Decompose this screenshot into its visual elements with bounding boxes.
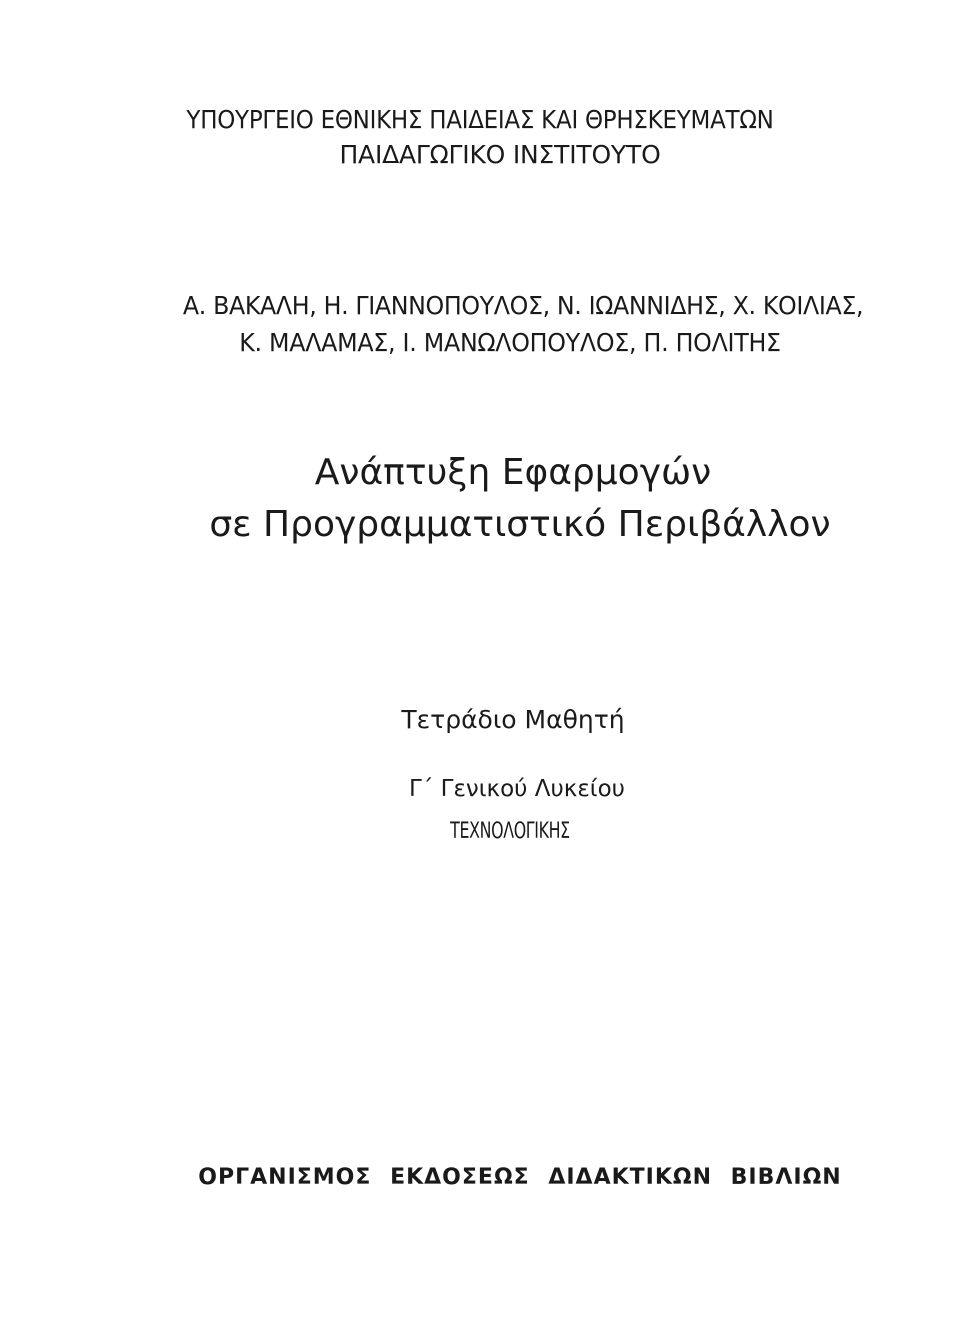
grade-label: Γ΄ Γενικού Λυκείου bbox=[409, 776, 625, 802]
ministry-heading: ΥΠΟΥΡΓΕΙΟ ΕΘΝΙΚΗΣ ΠΑΙΔΕΙΑΣ ΚΑΙ ΘΡΗΣΚΕΥΜΑΤΩΝ bbox=[186, 105, 774, 134]
institute-heading: ΠΑΙΔΑΓΩΓΙΚΟ ΙΝΣΤΙΤΟΥΤΟ bbox=[339, 140, 661, 169]
book-title-line-1: Ανάπτυξη Εφαρμογών bbox=[314, 452, 712, 493]
book-title-line-2: σε Προγραμματιστικό Περιβάλλον bbox=[209, 504, 831, 545]
notebook-subtitle: Τετράδιο Μαθητή bbox=[401, 705, 625, 734]
authors-line-1: Α. ΒΑΚΑΛΗ, Η. ΓΙΑΝΝΟΠΟΥΛΟΣ, Ν. ΙΩΑΝΝΙΔΗΣ, Χ. ΚΟΙΛΙΑΣ, bbox=[182, 291, 864, 320]
track-label: ΤΕΧΝΟΛΟΓΙΚΗΣ bbox=[450, 819, 570, 844]
authors-line-2: Κ. ΜΑΛΑΜΑΣ, Ι. ΜΑΝΩΛΟΠΟΥΛΟΣ, Π. ΠΟΛΙΤΗΣ bbox=[239, 328, 781, 357]
publisher-name: ΟΡΓΑΝΙΣΜΟΣ ΕΚΔΟΣΕΩΣ ΔΙΔΑΚΤΙΚΩΝ ΒΙΒΛΙΩΝ bbox=[198, 1165, 842, 1190]
